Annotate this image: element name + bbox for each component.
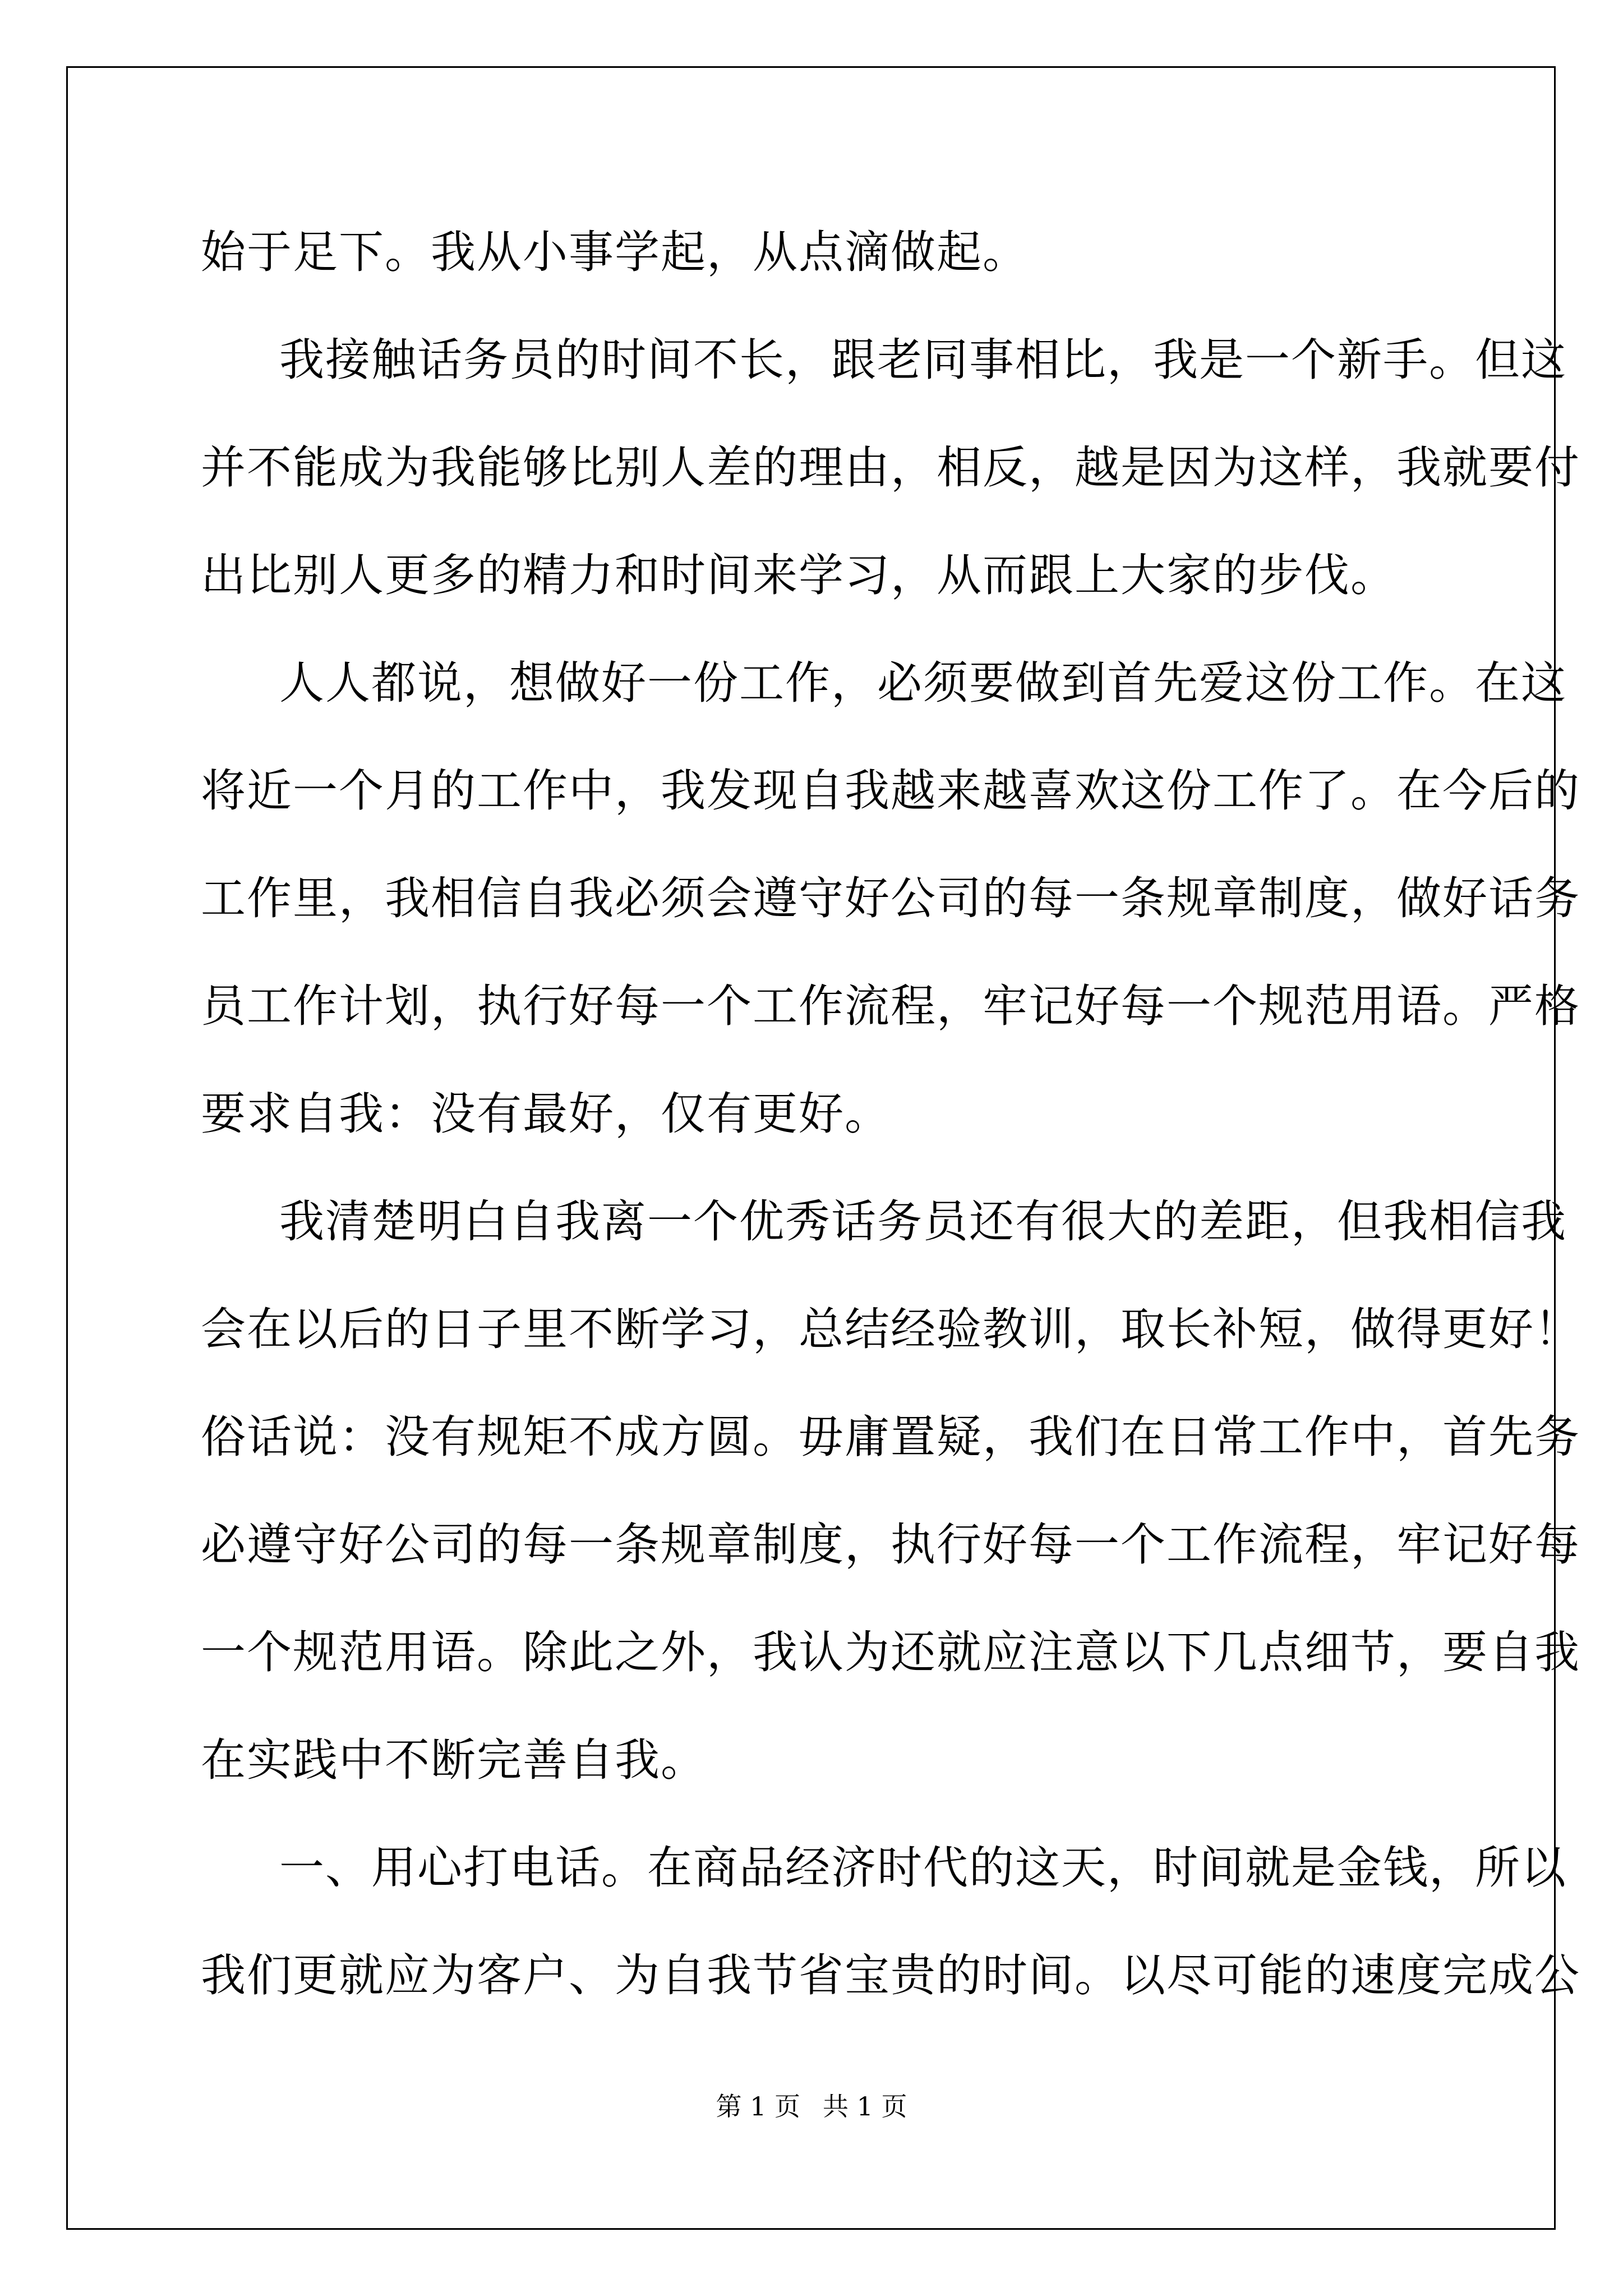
text-line: 我清楚明白自我离一个优秀话务员还有很大的差距，但我相信我 [279, 1195, 1567, 1248]
text-line: 俗话说：没有规矩不成方圆。毋庸置疑，我们在日常工作中，首先务 [201, 1411, 1580, 1463]
text-line: 并不能成为我能够比别人差的理由，相反，越是因为这样，我就要付 [201, 441, 1580, 494]
text-line: 员工作计划，执行好每一个工作流程，牢记好每一个规范用语。严格 [201, 980, 1580, 1032]
page-total: 共 1 页 [823, 2091, 907, 2122]
page-footer [0, 2090, 1623, 2123]
text-line: 必遵守好公司的每一条规章制度，执行好每一个工作流程，牢记好每 [201, 1519, 1580, 1571]
text-line: 工作里，我相信自我必须会遵守好公司的每一条规章制度，做好话务 [201, 872, 1580, 924]
text-line: 始于足下。我从小事学起，从点滴做起。 [201, 226, 1029, 278]
text-line: 我接触话务员的时间不长，跟老同事相比，我是一个新手。但这 [279, 334, 1567, 386]
text-line: 会在以后的日子里不断学习，总结经验教训，取长补短，做得更好！ [201, 1303, 1580, 1355]
text-line: 出比别人更多的精力和时间来学习，从而跟上大家的步伐。 [201, 549, 1396, 601]
text-line: 一个规范用语。除此之外，我认为还就应注意以下几点细节，要自我 [201, 1626, 1580, 1678]
text-line: 要求自我：没有最好，仅有更好。 [201, 1088, 891, 1140]
page-number: 第 1 页 [716, 2091, 800, 2122]
text-line: 我们更就应为客户、为自我节省宝贵的时间。以尽可能的速度完成公 [201, 1949, 1580, 2001]
text-line: 将近一个月的工作中，我发现自我越来越喜欢这份工作了。在今后的 [201, 765, 1580, 817]
text-line: 一、用心打电话。在商品经济时代的这天，时间就是金钱，所以 [279, 1842, 1567, 1894]
text-line: 人人都说，想做好一份工作，必须要做到首先爱这份工作。在这 [279, 657, 1567, 709]
text-line: 在实践中不断完善自我。 [201, 1734, 707, 1786]
